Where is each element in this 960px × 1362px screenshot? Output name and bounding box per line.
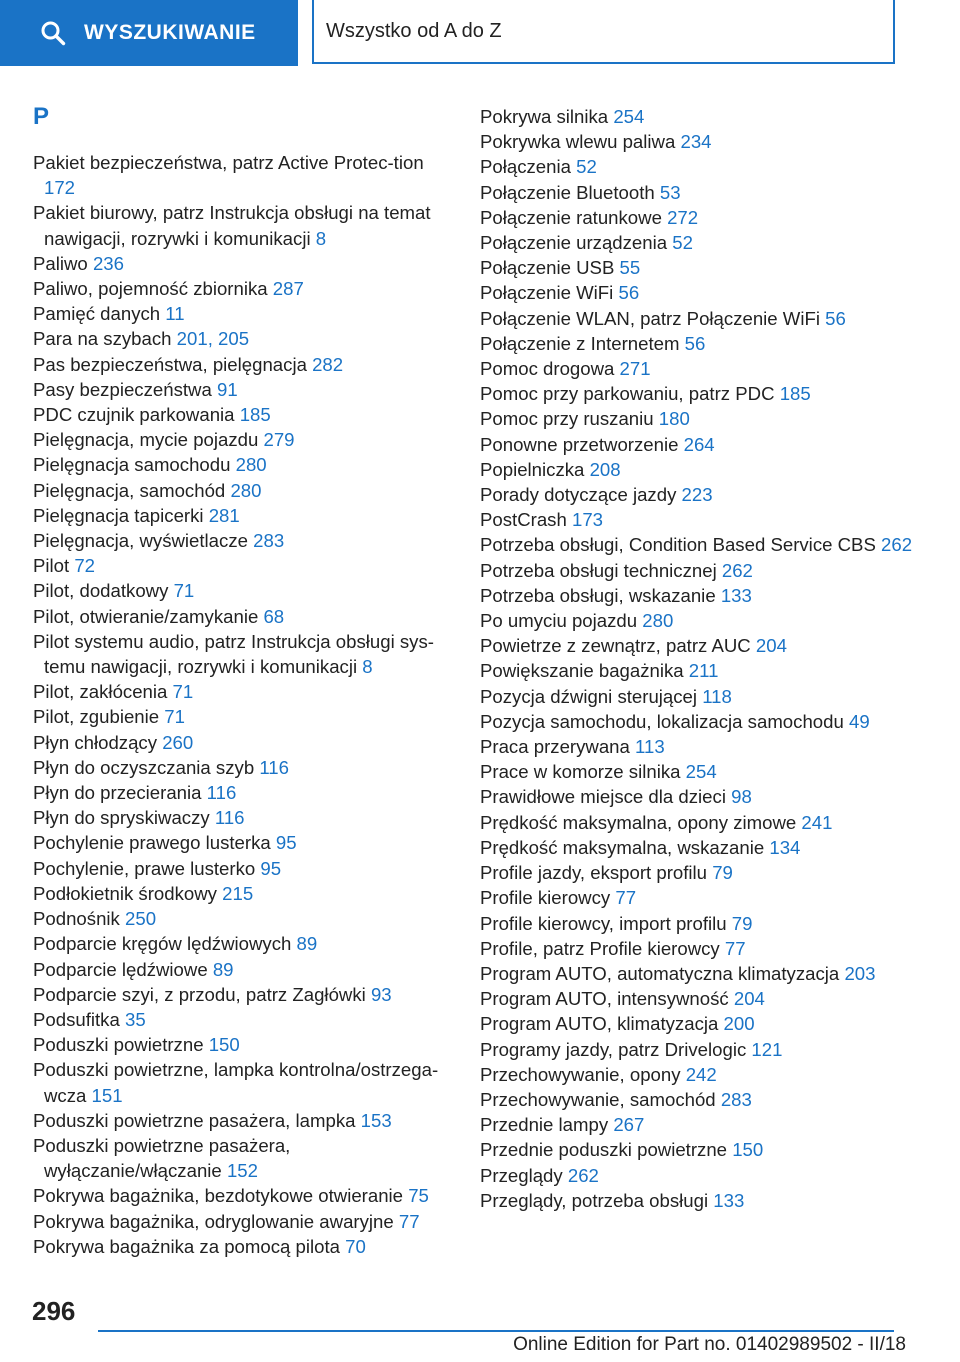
page-link[interactable]: 260 (162, 731, 194, 753)
page-link[interactable]: 236 (92, 252, 124, 274)
index-entry-text: Pochylenie prawego lusterka (33, 832, 271, 854)
page-link[interactable]: 280 (642, 610, 674, 632)
index-entry-text: Pakiet bezpieczeństwa, patrz Active Protec‐tion (33, 152, 424, 173)
index-entry (480, 911, 920, 936)
page-link[interactable]: 254 (613, 106, 645, 127)
index-entry (480, 936, 920, 961)
index-entry (480, 1087, 920, 1112)
index-entry-text: PDC czujnik parkowania (33, 404, 235, 426)
page-link[interactable]: 241 (801, 811, 833, 833)
index-entry-text: Pielęgnacja tapicerki (33, 504, 204, 526)
index-entry-text: Profile kierowcy (480, 887, 611, 909)
index-entry-text: Pilot, otwieranie/zamykanie (33, 605, 259, 627)
index-entry-text: Pielęgnacja, samochód (33, 479, 226, 501)
index-entry (480, 885, 920, 910)
page-link[interactable]: 8 (362, 656, 373, 678)
page-link[interactable]: 77 (615, 887, 637, 909)
index-entry (480, 104, 920, 129)
page-link[interactable]: 134 (769, 836, 801, 858)
index-entry (480, 532, 920, 557)
page-link[interactable]: 89 (296, 933, 318, 955)
index-entry-text: PostCrash (480, 509, 567, 531)
index-entry-text: Potrzeba obsługi technicznej (480, 559, 717, 581)
index-entry (480, 1112, 920, 1137)
page-link[interactable]: 204 (755, 635, 787, 657)
index-entry-text: Podparcie kręgów lędźwiowych (33, 933, 292, 955)
index-entry (480, 331, 920, 356)
index-entry (480, 432, 920, 457)
index-entry-text: Przednie lampy (480, 1114, 609, 1136)
index-entry (480, 1062, 920, 1087)
page-link[interactable]: 11 (165, 303, 185, 325)
index-entry (480, 129, 920, 154)
page-link[interactable]: 281 (208, 504, 240, 526)
index-entry (33, 200, 453, 250)
page-link[interactable]: 53 (659, 181, 681, 203)
index-entry (33, 402, 453, 427)
index-entry (33, 1108, 453, 1133)
index-entry (480, 406, 920, 431)
page-link[interactable]: 204 (733, 988, 765, 1010)
page-link[interactable]: 56 (684, 332, 706, 354)
index-entry (33, 503, 453, 528)
page-link[interactable]: 264 (683, 433, 715, 455)
page-link[interactable]: 234 (680, 131, 712, 153)
index-entry (480, 1137, 920, 1162)
index-entry-text: Profile, patrz Profile kierowcy (480, 937, 720, 959)
index-entry (480, 961, 920, 986)
index-entry (480, 381, 920, 406)
index-entry (33, 704, 453, 729)
index-entry (480, 306, 920, 331)
index-entry-text: Pilot, zakłócenia (33, 681, 168, 703)
index-entry (33, 427, 453, 452)
search-icon (40, 20, 66, 46)
index-entry (33, 629, 453, 679)
page-link[interactable]: 242 (685, 1063, 717, 1085)
page-link[interactable]: 150 (732, 1139, 764, 1161)
page-link[interactable]: 77 (398, 1210, 420, 1232)
page-link[interactable]: 172 (44, 177, 76, 199)
index-entry-text: Pilot systemu audio, patrz Instrukcja obsługi sys‐temu nawigacji, rozrywki i komunikacji (33, 630, 434, 678)
index-entry (33, 1234, 453, 1259)
index-entry-text: Poduszki powietrzne (33, 1034, 204, 1056)
page-link[interactable]: 173 (571, 509, 604, 531)
index-entry-text: Połączenie WLAN, patrz Połączenie WiFi (480, 307, 820, 329)
index-entry-text: Program AUTO, automatyczna klimatyzacja (480, 962, 840, 984)
page-link[interactable]: 280 (235, 454, 267, 476)
page-link[interactable]: 280 (230, 479, 262, 501)
search-button[interactable] (0, 0, 298, 66)
index-entry (33, 1057, 453, 1107)
index-entry (33, 352, 453, 377)
page-header (0, 0, 960, 66)
page-link[interactable]: 71 (173, 580, 195, 602)
index-entry (480, 759, 920, 784)
index-entry (480, 784, 920, 809)
page-link[interactable]: 91 (216, 378, 238, 400)
index-entry-text: Praca przerywana (480, 736, 630, 758)
page-link[interactable]: 185 (239, 404, 271, 426)
page-link[interactable]: 55 (619, 257, 641, 279)
page-link[interactable]: 118 (702, 685, 732, 707)
index-entry (33, 276, 453, 301)
page-link[interactable]: 267 (613, 1114, 645, 1136)
page-link[interactable]: 153 (360, 1109, 392, 1131)
index-entry (480, 507, 920, 532)
index-entry-text: Prędkość maksymalna, opony zimowe (480, 811, 797, 833)
index-entry-text: Profile kierowcy, import profilu (480, 912, 727, 934)
page-link[interactable]: 75 (408, 1185, 429, 1207)
page-link[interactable]: 79 (712, 862, 733, 884)
index-entry (33, 150, 453, 200)
index-entry-text: Program AUTO, intensywność (480, 988, 729, 1010)
index-list-left (33, 150, 453, 1259)
index-entry (480, 1011, 920, 1036)
index-entry-text: Podsufitka (33, 1008, 120, 1030)
index-entry-text: Po umyciu pojazdu (480, 610, 638, 632)
page-link[interactable]: 208 (589, 458, 621, 480)
index-entry-text: Pomoc przy parkowaniu, patrz PDC (480, 383, 775, 405)
index-entry-text: Pilot (33, 555, 70, 577)
chapter-title-text: Wszystko od A do Z (326, 19, 502, 42)
index-entry-text: Pokrywa silnika (480, 106, 609, 127)
page-link[interactable]: 89 (212, 958, 234, 980)
page-link[interactable]: 211 (688, 660, 719, 682)
page-link[interactable]: 271 (619, 358, 651, 380)
index-entry-text: Płyn do oczyszczania szyb (33, 756, 255, 778)
index-entry-text: Połączenie USB (480, 257, 615, 279)
index-entry-text: Podłokietnik środkowy (33, 882, 217, 904)
page-link[interactable]: 250 (125, 908, 157, 930)
index-entry-text: Potrzeba obsługi, Condition Based Service CBS (480, 534, 876, 556)
index-entry-text: Pasy bezpieczeństwa (33, 378, 212, 400)
page-link[interactable]: 223 (681, 484, 713, 506)
page-link[interactable]: 272 (667, 206, 699, 228)
index-entry (33, 326, 453, 351)
page-link[interactable]: 70 (345, 1235, 366, 1257)
index-entry-text: Ponowne przetworzenie (480, 433, 679, 455)
index-entry (33, 957, 453, 982)
index-entry-text: Pilot, zgubienie (33, 706, 160, 728)
index-column-right (480, 104, 920, 1213)
index-entry (480, 230, 920, 255)
page-link[interactable]: 282 (312, 353, 344, 375)
index-entry (33, 982, 453, 1007)
page-link[interactable]: 116 (214, 807, 245, 829)
index-entry (480, 860, 920, 885)
page-link[interactable]: 201, 205 (176, 328, 250, 350)
index-entry-text: Przeglądy (480, 1164, 563, 1186)
index-entry-text: Pielęgnacja, mycie pojazdu (33, 429, 259, 451)
index-entry (33, 780, 453, 805)
index-entry-text: Podnośnik (33, 908, 120, 930)
index-entry-text: Pozycja samochodu, lokalizacja samochodu (480, 710, 844, 732)
index-entry (33, 578, 453, 603)
index-entry-text: Pozycja dźwigni sterującej (480, 685, 698, 707)
index-entry (480, 457, 920, 482)
index-entry (33, 856, 453, 881)
index-entry (33, 1032, 453, 1057)
page-link[interactable]: 72 (74, 555, 96, 577)
index-entry-text: Połączenie ratunkowe (480, 206, 662, 228)
index-entry (33, 881, 453, 906)
index-entry-text: Poduszki powietrzne pasażera, wyłączanie/włączanie (33, 1134, 291, 1182)
index-entry (33, 1133, 453, 1183)
index-entry-text: Pas bezpieczeństwa, pielęgnacja (33, 353, 307, 375)
index-entry (480, 180, 920, 205)
page-link[interactable]: 133 (713, 1189, 745, 1211)
page-link[interactable]: 49 (848, 710, 870, 732)
index-entry-text: Pielęgnacja samochodu (33, 454, 231, 476)
page-link[interactable]: 113 (635, 736, 665, 758)
index-entry-text: Przechowywanie, samochód (480, 1088, 716, 1110)
index-entry (480, 835, 920, 860)
index-entry (33, 1007, 453, 1032)
page-link[interactable]: 151 (91, 1084, 123, 1106)
index-entry (480, 986, 920, 1011)
index-entry (33, 604, 453, 629)
index-entry (480, 482, 920, 507)
index-entry (33, 553, 453, 578)
index-entry (33, 679, 453, 704)
index-entry-text: Poduszki powietrzne pasażera, lampka (33, 1109, 356, 1131)
index-entry (480, 1163, 920, 1188)
page-link[interactable]: 8 (315, 227, 327, 249)
index-entry-text: Prędkość maksymalna, wskazanie (480, 836, 765, 858)
index-entry-text: Połączenie Bluetooth (480, 181, 655, 203)
index-entry-text: Pomoc drogowa (480, 358, 615, 380)
index-entry-text: Przednie poduszki powietrzne (480, 1139, 728, 1161)
page-link[interactable]: 52 (672, 232, 693, 254)
page-link[interactable]: 35 (125, 1008, 146, 1030)
index-entry-text: Prace w komorze silnika (480, 761, 681, 783)
index-entry (33, 1183, 453, 1208)
section-letter: P (33, 103, 50, 130)
index-entry-text: Płyn do spryskiwaczy (33, 807, 210, 829)
page-link[interactable]: 254 (685, 761, 717, 783)
index-entry-text: Powiększanie bagażnika (480, 660, 684, 682)
index-entry (33, 830, 453, 855)
index-entry (480, 255, 920, 280)
index-entry-text: Pokrywa bagażnika za pomocą pilota (33, 1235, 340, 1257)
index-entry-text: Program AUTO, klimatyzacja (480, 1013, 719, 1035)
page-link[interactable]: 68 (263, 605, 285, 627)
page-link[interactable]: 77 (724, 937, 746, 959)
index-entry (33, 377, 453, 402)
page-link[interactable]: 56 (825, 307, 846, 329)
index-entry-text: Podparcie lędźwiowe (33, 958, 208, 980)
index-entry (33, 478, 453, 503)
index-entry-text: Powietrze z zewnątrz, patrz AUC (480, 635, 751, 657)
index-entry-text: Pielęgnacja, wyświetlacze (33, 530, 248, 552)
index-entry-text: Paliwo (33, 252, 88, 274)
index-entry-text: Połączenia (480, 156, 571, 178)
index-entry-text: Przechowywanie, opony (480, 1063, 681, 1085)
index-entry-text: Programy jazdy, patrz Drivelogic (480, 1038, 747, 1060)
index-entry (480, 583, 920, 608)
index-entry-text: Para na szybach (33, 328, 172, 350)
index-entry-text: Pakiet biurowy, patrz Instrukcja obsługi na temat nawigacji, rozrywki i komunikacji (33, 202, 431, 249)
index-entry (33, 528, 453, 553)
index-entry-text: Podparcie szyi, z przodu, patrz Zagłówki (33, 983, 366, 1005)
index-entry-text: Płyn do przecierania (33, 782, 202, 804)
index-entry (33, 452, 453, 477)
page-link[interactable]: 95 (275, 832, 297, 854)
index-entry-text: Pochylenie, prawe lusterko (33, 857, 256, 879)
page-link[interactable]: 71 (164, 706, 185, 728)
index-entry-text: Płyn chłodzący (33, 731, 158, 753)
page-link[interactable]: 93 (370, 983, 392, 1005)
index-entry (480, 734, 920, 759)
index-entry-text: Potrzeba obsługi, wskazanie (480, 584, 716, 606)
index-entry (480, 356, 920, 381)
footer-divider (98, 1330, 894, 1332)
index-entry (33, 251, 453, 276)
index-entry (480, 1188, 920, 1213)
page-link[interactable]: 287 (272, 278, 304, 300)
index-entry-text: Połączenie urządzenia (480, 232, 668, 254)
page-link[interactable]: 52 (576, 156, 597, 178)
page-link[interactable]: 262 (881, 534, 913, 556)
page-number: 296 (32, 1296, 76, 1326)
page-link[interactable]: 95 (260, 857, 282, 879)
page-link[interactable]: 150 (208, 1034, 240, 1056)
page-link[interactable]: 200 (723, 1013, 755, 1035)
index-entry (480, 810, 920, 835)
index-entry (480, 205, 920, 230)
index-entry-text: Pilot, dodatkowy (33, 580, 169, 602)
index-entry-text: Popielniczka (480, 458, 585, 480)
page-link[interactable]: 152 (226, 1160, 258, 1182)
index-entry-text: Połączenie z Internetem (480, 332, 680, 354)
index-list-right (480, 104, 920, 1213)
page-link[interactable]: 283 (720, 1088, 752, 1110)
page-link[interactable]: 262 (567, 1164, 599, 1186)
index-entry (480, 154, 920, 179)
index-entry (33, 301, 453, 326)
page-link[interactable]: 79 (731, 912, 753, 934)
index-entry-text: Pomoc przy ruszaniu (480, 408, 654, 430)
index-entry-text: Pokrywka wlewu paliwa (480, 131, 676, 153)
page-link[interactable]: 133 (720, 584, 752, 606)
page-link[interactable]: 121 (751, 1038, 783, 1060)
index-entry-text: Przeglądy, potrzeba obsługi (480, 1189, 709, 1211)
index-entry (33, 931, 453, 956)
index-entry (33, 805, 453, 830)
page-link[interactable]: 185 (779, 383, 811, 405)
index-entry-text: Pamięć danych (33, 303, 161, 325)
index-entry (480, 684, 920, 709)
page-link[interactable]: 71 (172, 681, 194, 703)
index-entry-text: Pokrywa bagażnika, odryglowanie awaryjne (33, 1210, 394, 1232)
page-link[interactable]: 98 (731, 786, 752, 808)
index-entry (480, 558, 920, 583)
index-entry (480, 709, 920, 734)
index-entry-text: Paliwo, pojemność zbiornika (33, 278, 268, 300)
page-link[interactable]: 116 (206, 782, 237, 804)
page-link[interactable]: 279 (263, 429, 295, 451)
index-entry (33, 755, 453, 780)
chapter-title[interactable] (312, 0, 895, 64)
index-entry (480, 280, 920, 305)
page-link[interactable]: 116 (259, 756, 289, 778)
page-link[interactable]: 283 (253, 530, 285, 552)
index-entry (480, 608, 920, 633)
index-entry-text: Poduszki powietrzne, lampka kontrolna/ostrzega‐wcza (33, 1059, 439, 1106)
index-entry-text: Pokrywa bagażnika, bezdotykowe otwieranie (33, 1185, 404, 1207)
search-button-label: WYSZUKIWANIE (84, 21, 256, 44)
page-link[interactable]: 180 (658, 408, 690, 430)
index-entry-text: Połączenie WiFi (480, 282, 614, 304)
page-link[interactable]: 215 (222, 882, 254, 904)
edition-note: Online Edition for Part no. 01402989502 - II/18 (513, 1334, 906, 1355)
index-entry (33, 906, 453, 931)
index-entry (480, 1037, 920, 1062)
index-entry-text: Profile jazdy, eksport profilu (480, 862, 708, 884)
index-column-left (33, 100, 453, 1259)
index-entry-text: Prawidłowe miejsce dla dzieci (480, 786, 726, 808)
index-entry (33, 730, 453, 755)
index-entry (480, 658, 920, 683)
index-entry (480, 633, 920, 658)
page-link[interactable]: 56 (618, 282, 640, 304)
index-entry (33, 1209, 453, 1234)
page-link[interactable]: 262 (721, 559, 753, 581)
page-link[interactable]: 203 (844, 962, 876, 984)
index-entry-text: Porady dotyczące jazdy (480, 484, 677, 506)
